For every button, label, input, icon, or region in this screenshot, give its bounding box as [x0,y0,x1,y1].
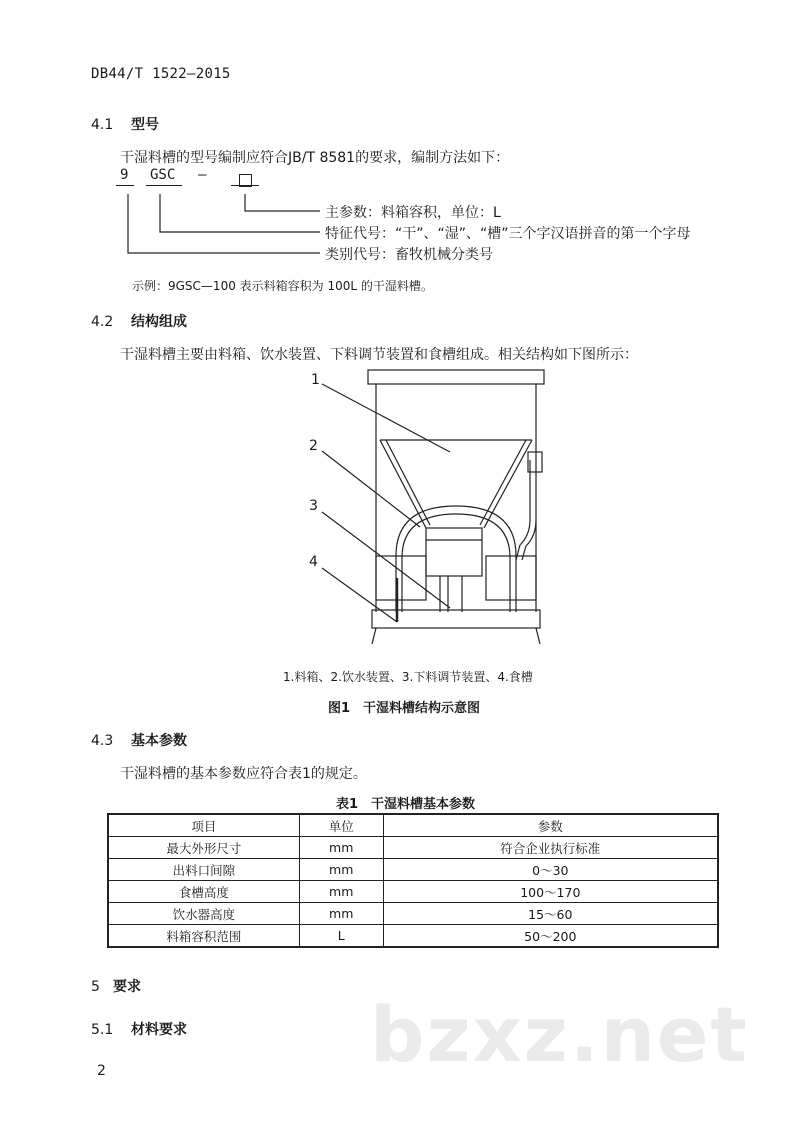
document-id: DB44/T 1522—2015 [91,66,231,82]
section-title: 基本参数 [131,733,187,749]
table-row [108,859,718,881]
section-4-2-intro: 干湿料槽主要由料箱、饮水装置、下料调节装置和食槽组成。相关结构如下图所示： [120,347,638,363]
section-title: 材料要求 [131,1022,187,1038]
section-title: 要求 [113,979,141,995]
section-5-1-heading [91,1019,187,1039]
table-header-cell: 参数 [383,814,718,837]
parameters-table [107,813,719,948]
table-cell: mm [299,903,383,925]
section-5-heading [91,976,141,996]
figure-legend: 1.料箱、2.饮水装置、3.下料调节装置、4.食槽 [283,670,533,684]
section-4-1-intro: 干湿料槽的型号编制应符合JB/T 8581的要求，编制方法如下： [120,150,510,166]
section-number: 4.1 [91,117,114,133]
table-row [108,881,718,903]
figure-caption: 图1 干湿料槽结构示意图 [328,701,481,716]
table-row [108,925,718,948]
section-title: 结构组成 [131,314,187,330]
table-cell: 出料口间隙 [108,859,299,881]
table-cell: 最大外形尺寸 [108,837,299,859]
code-feature: GSC [150,167,176,183]
table-cell: 15～60 [383,903,718,925]
code-class-desc: 类别代号：畜牧机械分类号 [325,247,493,263]
figure-label-2: 2 [309,438,318,454]
figure-label-4: 4 [309,554,318,570]
code-main-param-desc: 主参数：料箱容积，单位：L [325,205,501,221]
watermark: bzxz.net [370,990,749,1079]
code-dash: — [198,167,207,183]
table-row [108,903,718,925]
table-header-cell: 单位 [299,814,383,837]
table-cell: 料箱容积范围 [108,925,299,948]
table-cell: 饮水器高度 [108,903,299,925]
table-cell: L [299,925,383,948]
table-cell: mm [299,881,383,903]
section-number: 4.2 [91,314,114,330]
section-4-3-heading [91,730,187,750]
table-cell: mm [299,837,383,859]
table-cell: 100～170 [383,881,718,903]
figure-label-1: 1 [311,372,320,388]
table-cell: 符合企业执行标准 [383,837,718,859]
table-caption: 表1 干湿料槽基本参数 [336,797,476,812]
section-number: 5.1 [91,1022,114,1038]
section-number: 5 [91,979,100,995]
table-cell: mm [299,859,383,881]
table-header-cell: 项目 [108,814,299,837]
table-cell: 0～30 [383,859,718,881]
section-title: 型号 [131,117,159,133]
code-feature-desc: 特征代号：“干”、“湿”、“槽”三个字汉语拼音的第一个字母 [325,226,691,242]
table-row [108,837,718,859]
section-4-3-intro: 干湿料槽的基本参数应符合表1的规定。 [120,766,367,782]
table-cell: 50～200 [383,925,718,948]
figure-label-3: 3 [309,498,318,514]
table-header-row [108,814,718,837]
section-number: 4.3 [91,733,114,749]
code-example: 示例：9GSC—100 表示料箱容积为 100L 的干湿料槽。 [132,279,433,293]
table-cell: 食槽高度 [108,881,299,903]
code-class: 9 [120,167,129,183]
page-number: 2 [97,1063,106,1079]
